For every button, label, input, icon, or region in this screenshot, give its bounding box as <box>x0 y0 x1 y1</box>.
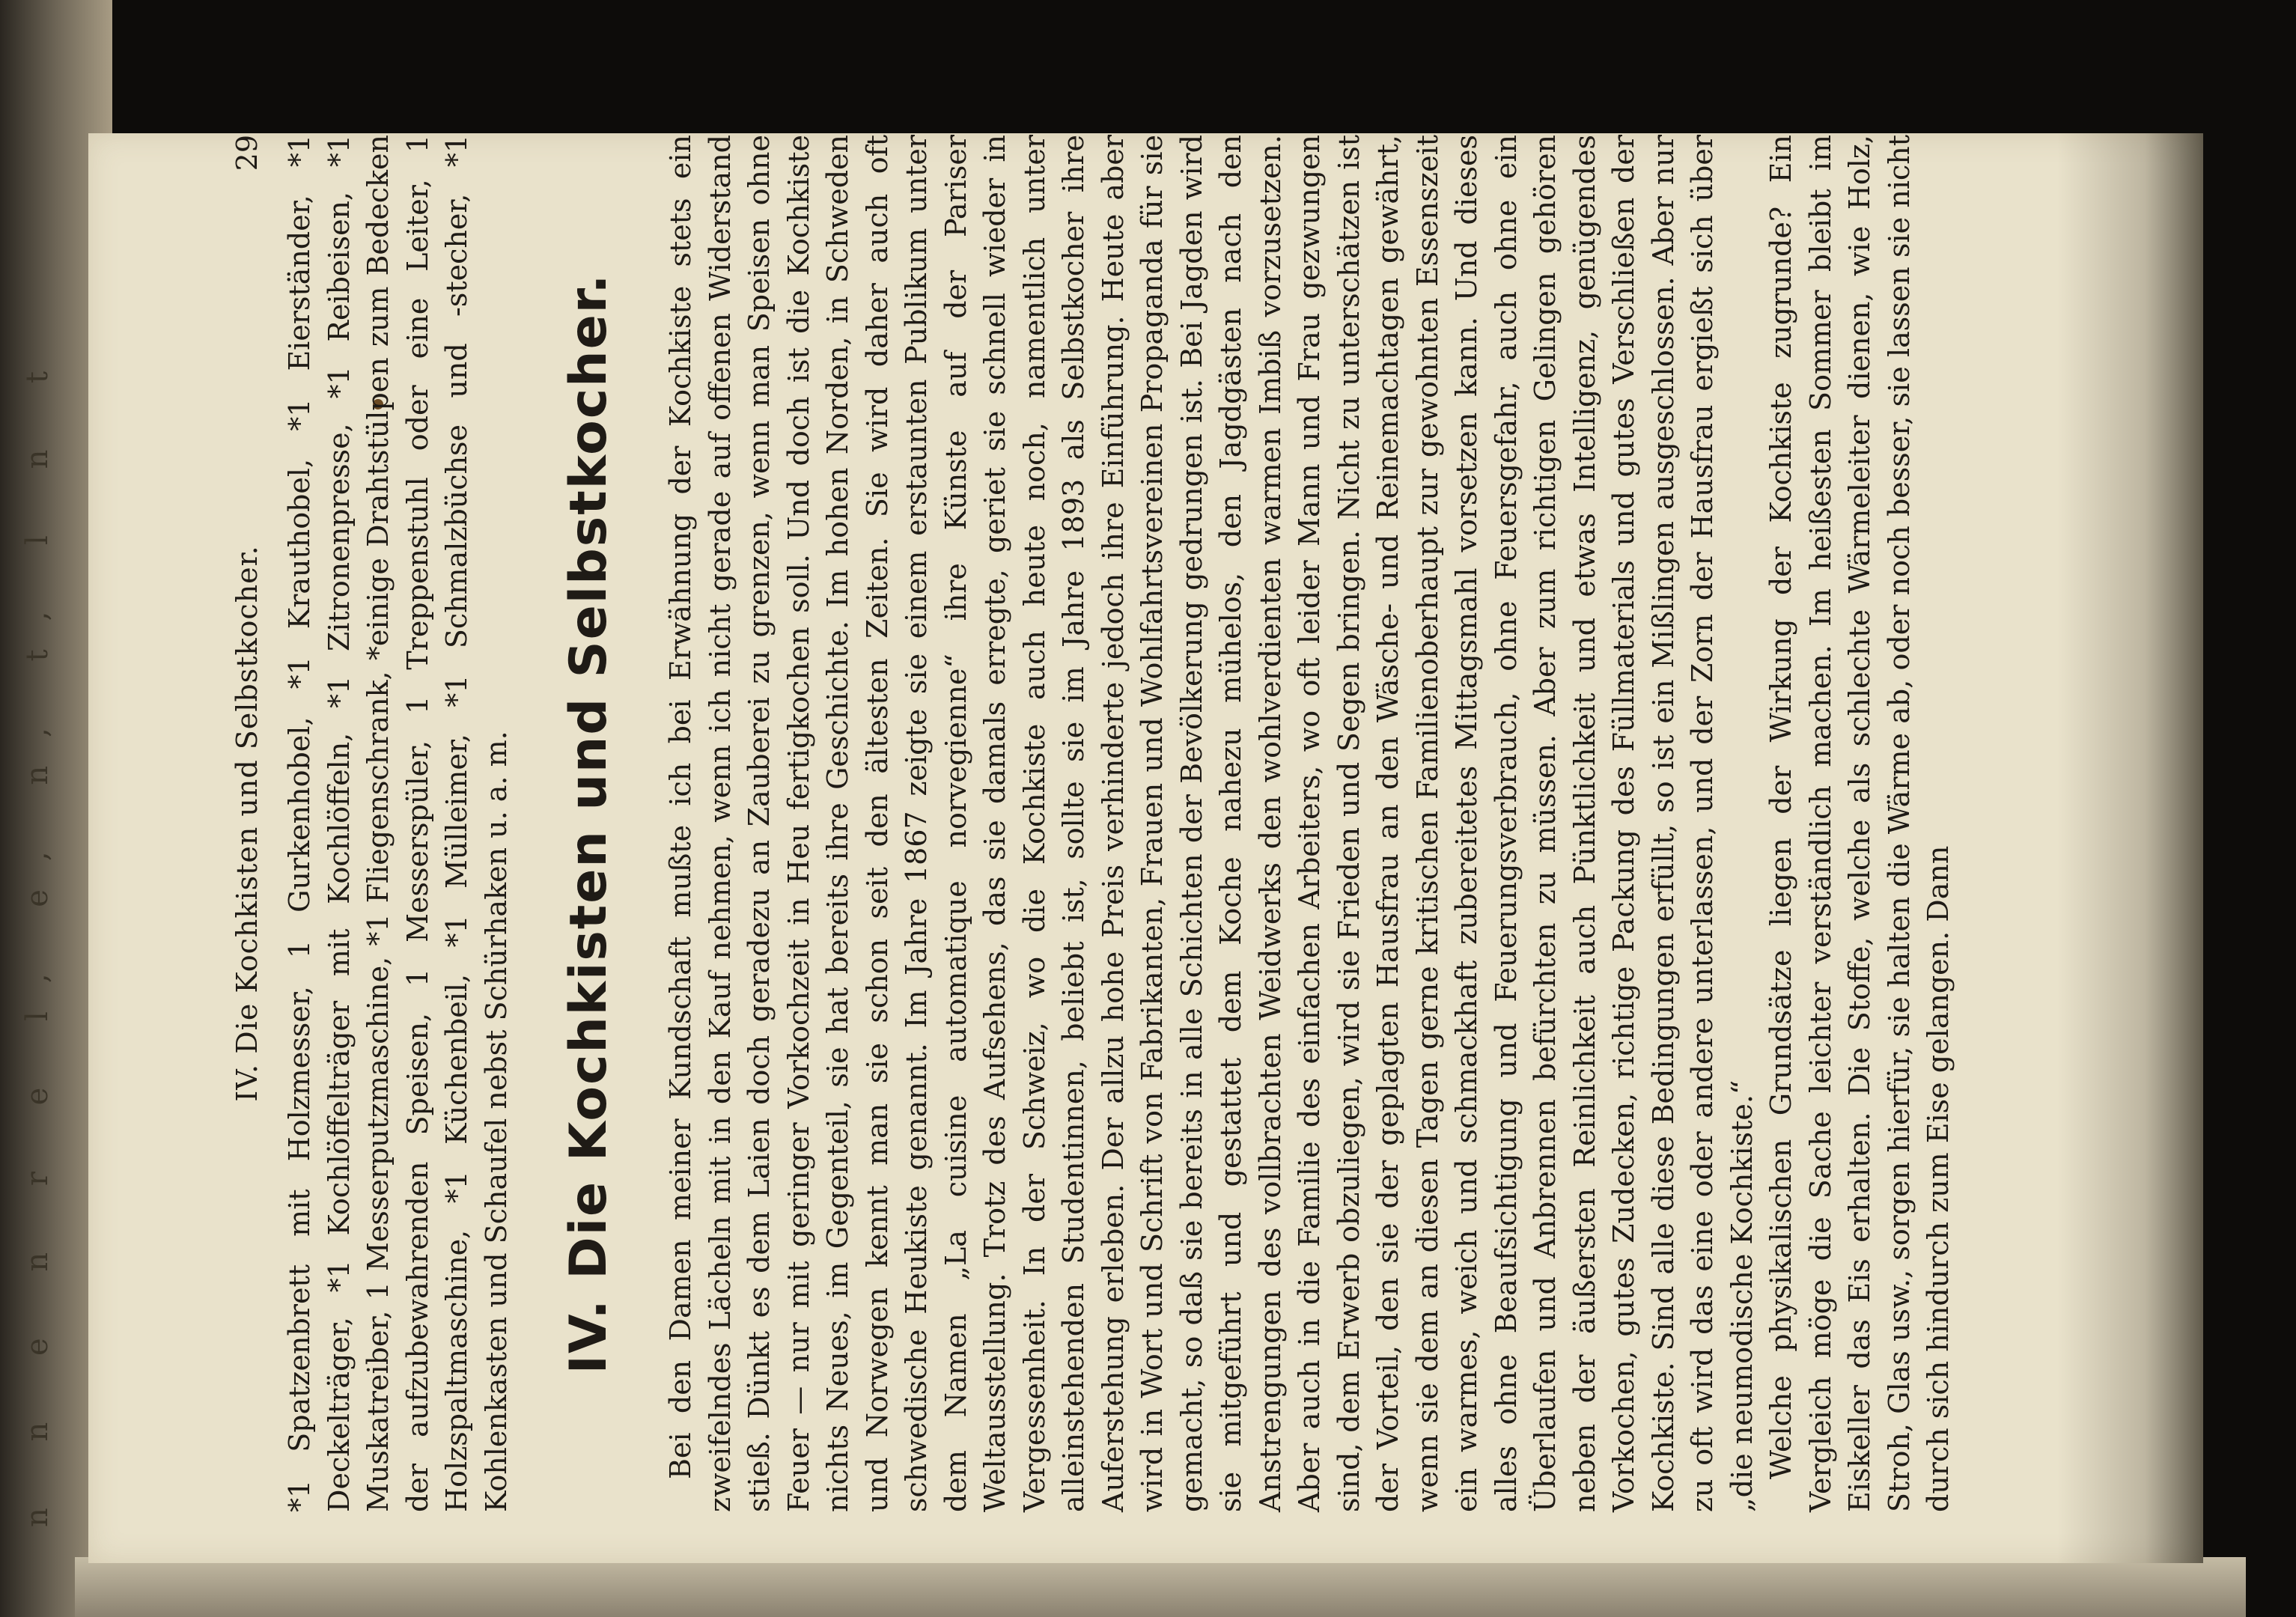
page-number: 29 <box>231 135 264 171</box>
running-head-title: IV. Die Kochkisten und Selbstkocher. <box>231 545 264 1102</box>
page-gutter-shadow <box>2057 133 2203 1563</box>
equipment-list: *1 Spatzenbrett mit Holzmesser, 1 Gurkenhobel, *1 Krauthobel, *1 Eierständer, *1 Deckelträger, *1 Kochlöffelträger mit Kochlöffeln, *1 Zitronenpresse, *1 Reibeisen, *1 Muskatreiber, 1 Messerputzmaschine, *1 Fliegenschrank, *einige Drahtstülpen zum Bedecken der aufzubewahrenden Speisen, 1 Messerspüler, 1 Treppenstuhl oder eine Leiter, 1 Holzspaltmaschine, *1 Küchenbeil, *1 Mülleimer, *1 Schmalzbüchse und -stecher, *1 Kohlenkasten und Schaufel nebst Schürhaken u. a. m. <box>283 135 513 1512</box>
chapter-title: IV. Die Kochkisten und Selbstkocher. <box>559 272 618 1374</box>
rotated-text-block <box>225 135 2006 1512</box>
body-paragraph-2: Welche physikalischen Grundsätze liegen der Wirkung der Kochkiste zugrunde? Ein Vergleich möge die Sache leichter verständlich machen. Im heißesten Sommer bleibt im Eiskeller das Eis erhalten. Die Stoffe, welche als schlechte Wärmeleiter dienen, wie Holz, Stroh, Glas usw., sorgen hierfür, sie halten die Wärme ab, oder noch besser, sie lassen sie nicht durch sich hindurch zum Eise gelangen. Dann <box>1764 135 1955 1512</box>
page-stack-edge <box>75 1557 2246 1617</box>
facing-page-text-fragments: n n e n r e l, e, n, t, l n t <box>20 342 55 1527</box>
running-head <box>225 135 270 1512</box>
body-paragraph-1: Bei den Damen meiner Kundschaft mußte ich bei Erwähnung der Kochkiste stets ein zweifelndes Lächeln mit in den Kauf nehmen, wenn ich nicht gerade auf offenen Widerstand stieß. Dünkt es dem Laien doch geradezu an Zauberei zu grenzen, wenn man Speisen ohne Feuer — nur mit geringer Vorkochzeit in Heu fertigkochen soll. Und doch ist die Kochkiste nichts Neues, im Gegenteil, sie hat bereits ihre Geschichte. Im hohen Norden, in Schweden und Norwegen kennt man sie schon seit den ältesten Zeiten. Sie wird daher auch oft schwedische Heukiste genannt. Im Jahre 1867 zeigte sie einem erstaunten Publikum unter dem Namen „La cuisine automatique norvegienne“ ihre Künste auf der Pariser Weltausstellung. Trotz des Aufsehens, das sie damals erregte, geriet sie schnell wieder in Vergessenheit. In der Schweiz, wo die Kochkiste auch heute noch, namentlich unter alleinstehenden Studentinnen, beliebt ist, sollte sie im Jahre 1893 als Selbstkocher ihre Auferstehung erleben. Der allzu hohe Preis verhinderte jedoch ihre Einführung. Heute aber wird in Wort und Schrift von Fabrikanten, Frauen und Wohlfahrtsvereinen Propaganda für sie gemacht, so daß sie bereits in alle Schichten der Bevölkerung gedrungen ist. Bei Jagden wird sie mitgeführt und gestattet dem Koche nahezu mühelos, den Jagdgästen nach den Anstrengungen des vollbrachten Weidwerks den wohlverdienten warmen Imbiß vorzusetzen. Aber auch in die Familie des einfachen Arbeiters, wo oft leider Mann und Frau gezwungen sind, dem Erwerb obzuliegen, wird sie Frieden und Segen bringen. Nicht zu unterschätzen ist der Vorteil, den sie der geplagten Hausfrau an den Wäsche- und Reinemachtagen gewährt, wenn sie dem an diesen Tagen gerne kritischen Familienoberhaupt zur gewohnten Essenszeit ein warmes, weich und schmackhaft zubereitetes Mittagsmahl vorsetzen kann. Und dieses alles ohne Beaufsichtigung und Feuerungsverbrauch, ohne Feuersgefahr, auch ohne ein Überlaufen und Anbrennen befürchten zu müssen. Aber zum richtigen Gelingen gehören neben der äußersten Reinlichkeit auch Pünktlichkeit und etwas Intelligenz, genügendes Vorkochen, gutes Zudecken, richtige Packung des Füllmaterials und gutes Verschließen der Kochkiste. Sind alle diese Bedingungen erfüllt, so ist ein Mißlingen ausgeschlossen. Aber nur zu oft wird das eine oder andere unterlassen, und der Zorn der Hausfrau ergießt sich über „die neumodische Kochkiste.“ <box>664 135 1758 1512</box>
